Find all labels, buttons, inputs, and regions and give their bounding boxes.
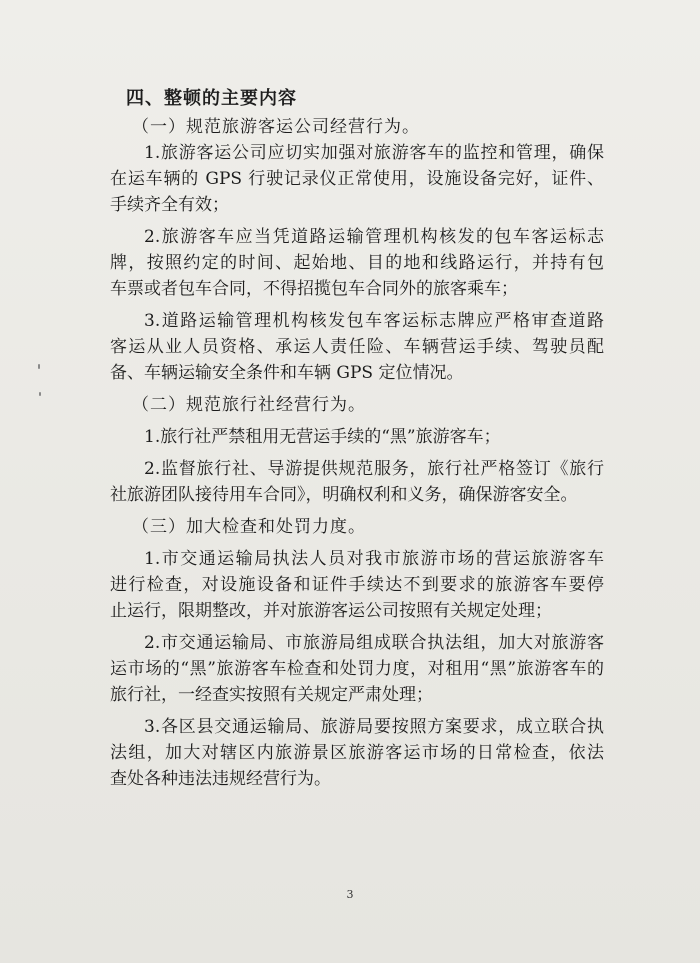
paragraph <box>110 140 604 218</box>
text-line: 3.道路运输管理机构核发包车客运标志牌应严格审查道路 <box>144 311 604 331</box>
text-line: 止运行，限期整改，并对旅游客运公司按照有关规定处理； <box>110 601 552 621</box>
paragraph <box>110 424 604 450</box>
text-line: 社旅游团队接待用车合同》，明确权利和义务，确保游客安全。 <box>110 485 578 505</box>
text-line: 客运从业人员资格、承运人责任险、车辆营运手续、驾驶员配 <box>110 337 604 357</box>
text-line: 牌，按照约定的时间、起始地、目的地和线路运行，并持有包 <box>110 253 604 273</box>
text-line: 运市场的“黑”旅游客车检查和处罚力度，对租用“黑”旅游客车的 <box>110 659 604 679</box>
text-line: 2.监督旅行社、导游提供规范服务，旅行社严格签订《旅行 <box>144 459 604 479</box>
subsection-title: （三）加大检查和处罚力度。 <box>132 517 366 537</box>
section-heading: 四、整顿的主要内容 <box>126 88 297 109</box>
text-line: 进行检查，对设施设备和证件手续达不到要求的旅游客车要停 <box>110 575 604 595</box>
text-line: 法组，加大对辖区内旅游景区旅游客运市场的日常检查，依法 <box>110 743 604 763</box>
text-line: 3.各区县交通运输局、旅游局要按照方案要求，成立联合执 <box>144 717 604 737</box>
document-body <box>110 84 604 792</box>
text-line: 2.市交通运输局、市旅游局组成联合执法组，加大对旅游客 <box>144 633 604 653</box>
subsection-title: （一）规范旅游客运公司经营行为。 <box>132 117 420 137</box>
text-line: 在运车辆的 GPS 行驶记录仪正常使用，设施设备完好，证件、 <box>110 169 604 189</box>
text-line: 查处各种违法违规经营行为。 <box>110 769 331 789</box>
text-line: 备、车辆运输安全条件和车辆 GPS 定位情况。 <box>110 363 464 383</box>
paragraph <box>110 224 604 302</box>
text-line: 1.旅游客运公司应切实加强对旅游客车的监控和管理，确保 <box>144 143 604 163</box>
paragraph <box>110 714 604 792</box>
paragraph <box>110 456 604 508</box>
text-line: 1.市交通运输局执法人员对我市旅游市场的营运旅游客车 <box>144 549 604 569</box>
scan-speck <box>38 364 40 369</box>
paragraph <box>110 630 604 708</box>
paragraph <box>110 546 604 624</box>
text-line: 1.旅行社严禁租用无营运手续的“黑”旅游客车； <box>144 427 501 447</box>
text-line: 2.旅游客车应当凭道路运输管理机构核发的包车客运标志 <box>144 227 604 247</box>
text-line: 旅行社，一经查实按照有关规定严肃处理； <box>110 685 433 705</box>
page-number: 3 <box>346 888 354 901</box>
subsection-title: （二）规范旅行社经营行为。 <box>132 395 366 415</box>
paragraph <box>110 308 604 386</box>
text-line: 车票或者包车合同，不得招揽包车合同外的旅客乘车； <box>110 279 518 299</box>
scan-speck <box>39 392 41 396</box>
text-line: 手续齐全有效； <box>110 195 229 215</box>
